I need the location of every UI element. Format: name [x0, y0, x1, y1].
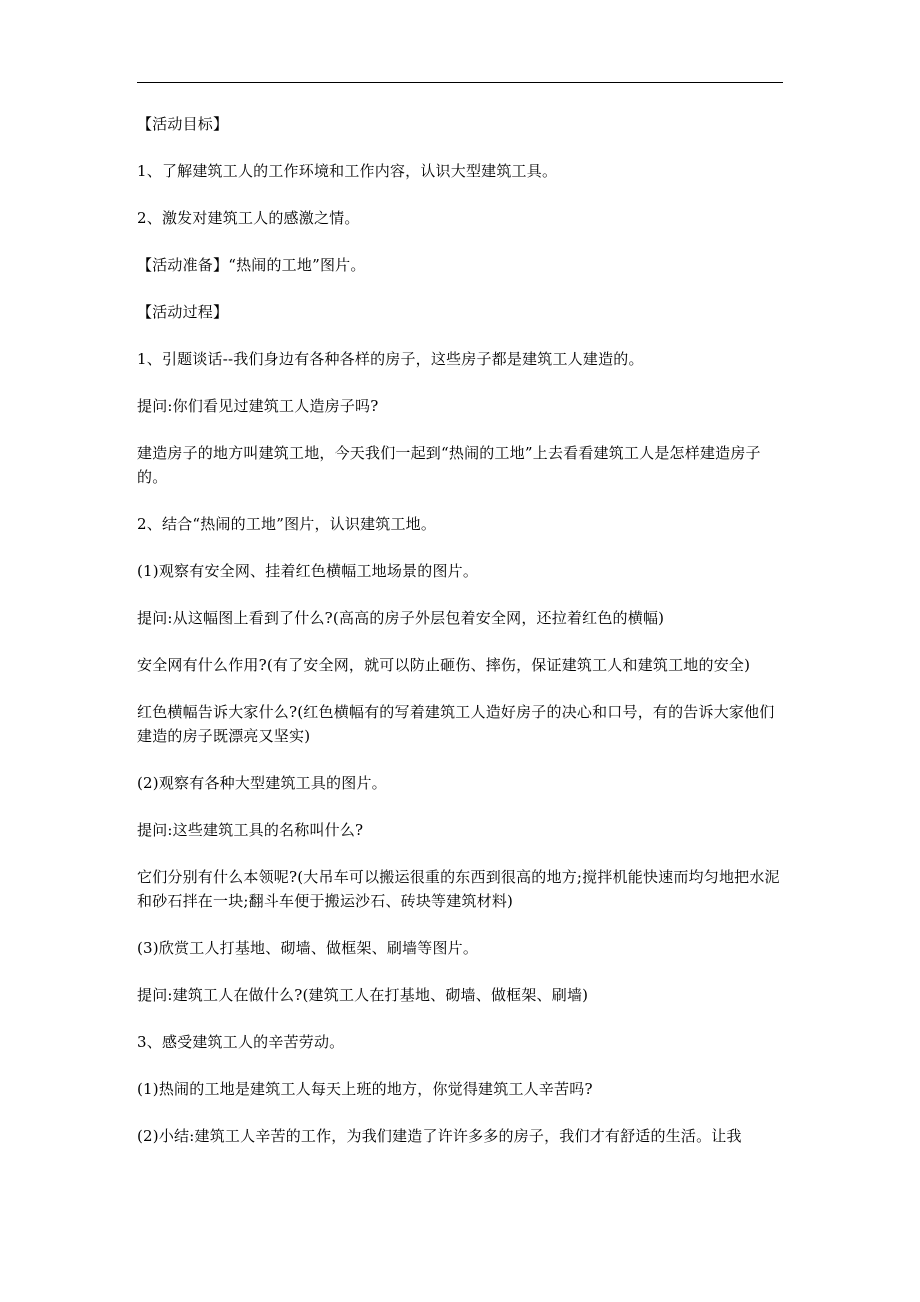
- goal-item-2: 2、激发对建筑工人的感激之情。: [137, 209, 360, 227]
- header-rule: [137, 82, 783, 83]
- sub-step-2-1: (1)观察有安全网、挂着红色横幅工地场景的图片。: [137, 562, 479, 580]
- sub-step-2-3: (3)欣赏工人打基地、砌墙、做框架、刷墙等图片。: [137, 939, 479, 957]
- section-heading-process: 【活动过程】: [137, 303, 229, 321]
- question-paragraph: 提问:建筑工人在做什么?(建筑工人在打基地、砌墙、做框架、刷墙): [137, 986, 589, 1004]
- goal-item-1: 1、了解建筑工人的工作环境和工作内容，认识大型建筑工具。: [137, 162, 558, 180]
- question-paragraph: 提问:从这幅图上看到了什么?(高高的房子外层包着安全网，还拉着红色的横幅): [137, 609, 665, 627]
- question-paragraph: 它们分别有什么本领呢?(大吊车可以搬运很重的东西到很高的地方;搅拌机能快速而均匀地把水泥和砂石拌在一块;翻斗车便于搬运沙石、砖块等建筑材料): [137, 868, 780, 910]
- process-step-2: 2、结合“热闹的工地”图片，认识建筑工地。: [137, 515, 437, 533]
- question-paragraph: 提问:你们看见过建筑工人造房子吗?: [137, 397, 379, 415]
- sub-step-3-2: (2)小结:建筑工人辛苦的工作，为我们建造了许许多多的房子，我们才有舒适的生活。让我: [137, 1127, 742, 1145]
- process-step-1: 1、引题谈话--我们身边有各种各样的房子，这些房子都是建筑工人建造的。: [137, 350, 644, 368]
- document-body: [137, 112, 787, 1171]
- text-paragraph: 建造房子的地方叫建筑工地，今天我们一起到“热闹的工地”上去看看建筑工人是怎样建造房子的。: [137, 444, 761, 486]
- process-step-3: 3、感受建筑工人的辛苦劳动。: [137, 1033, 345, 1051]
- question-paragraph: 提问:这些建筑工具的名称叫什么?: [137, 821, 364, 839]
- question-paragraph: 安全网有什么作用?(有了安全网，就可以防止砸伤、摔伤，保证建筑工人和建筑工地的安全): [137, 656, 751, 674]
- section-heading-preparation: 【活动准备】“热闹的工地”图片。: [137, 256, 366, 274]
- section-heading-goals: 【活动目标】: [137, 115, 229, 133]
- sub-step-3-1: (1)热闹的工地是建筑工人每天上班的地方，你觉得建筑工人辛苦吗?: [137, 1080, 593, 1098]
- sub-step-2-2: (2)观察有各种大型建筑工具的图片。: [137, 774, 387, 792]
- question-paragraph: 红色横幅告诉大家什么?(红色横幅有的写着建筑工人造好房子的决心和口号，有的告诉大家他们建造的房子既漂亮又坚实): [137, 703, 775, 745]
